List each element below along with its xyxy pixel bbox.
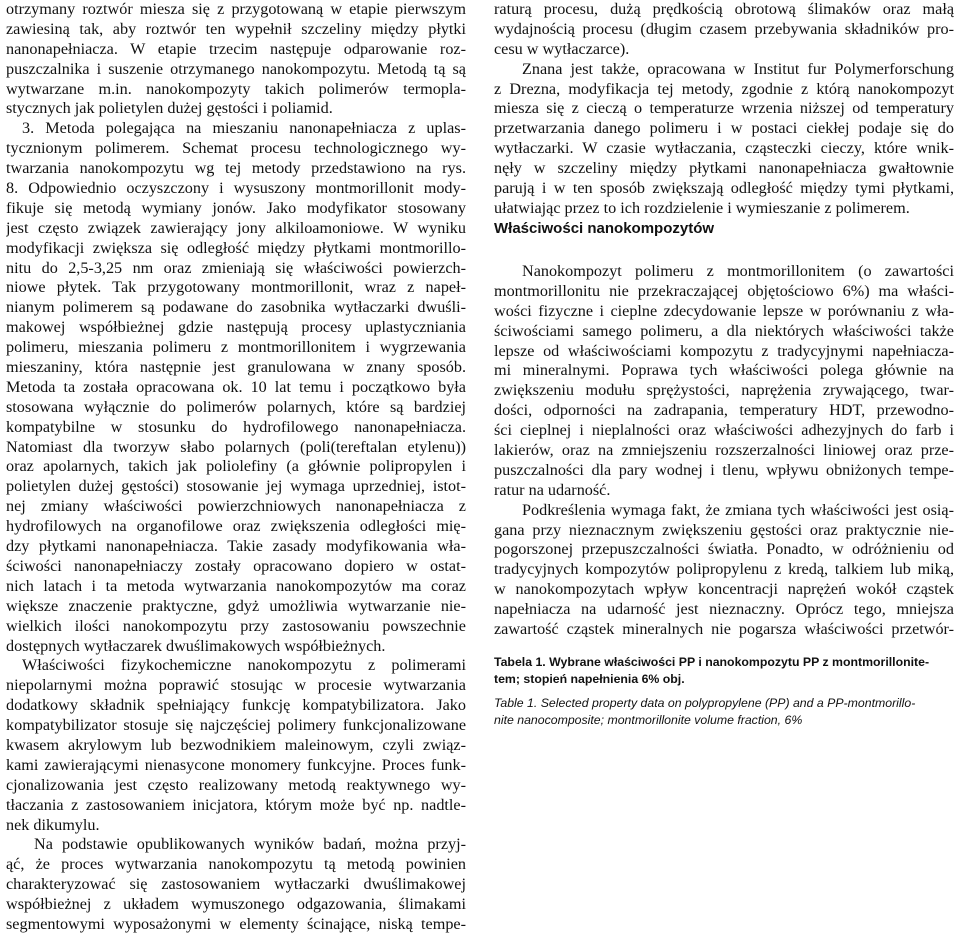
text-line: dzy płytkami nanonapełniacza. Takie zasady modyfikowania wła-: [6, 537, 466, 556]
text-line: wytłaczarki. W czasie wytłaczania, cząsteczki cieczy, które wnik-: [494, 139, 954, 158]
text-line: twarzania nanokompozytu wg tej metody przedstawiono na rys.: [6, 159, 466, 178]
right-column-top: [494, 0, 954, 219]
text-line: zawiesiną tak, aby roztwór ten wypełnił szczeliny między płytki: [6, 19, 466, 38]
text-line: nanonapełniacza. W etapie trzecim następuje odparowanie roz-: [6, 39, 466, 58]
text-line: kami zawierającymi nienasycone monomery funkcyjne. Proces funk-: [6, 755, 466, 774]
text-line: nek dikumylu.: [6, 815, 100, 834]
text-line: tycznionym polimerem. Schemat procesu technologicznego wy-: [6, 139, 466, 158]
text-line: raturą procesu, dużą prędkością obrotową ślimaków oraz małą: [494, 0, 954, 18]
text-line: gana przy nieznacznym zwiększeniu gęstości oraz praktycznie nie-: [494, 520, 954, 539]
text-line: polietylen dużej gęstości) stosowanie jej wymaga uprzedniej, istot-: [6, 477, 466, 496]
text-line: nich latach i ta metoda wytwarzania nanokompozytów ma coraz: [6, 576, 466, 595]
text-line: kompatybilne w stosunku do hydrofilowego nanonapełniacza.: [6, 417, 466, 436]
text-line: Właściwości fizykochemiczne nanokompozytu z polimerami: [22, 656, 466, 675]
text-line: mieszaniny, która następnie jest granulowana w znany sposób.: [6, 358, 466, 377]
text-line: 3. Metoda polegająca na mieszaniu nanonapełniacza z uplas-: [22, 119, 466, 138]
text-line: wytwarzane m.in. nanokompozyty takich polimerów termopla-: [6, 79, 466, 98]
text-line: pogorszonej przepuszczalności światła. Ponadto, w odróżnieniu od: [494, 540, 954, 559]
text-line: nianym polimerem są podawane do zasobnika wytłaczarki dwuśli-: [6, 298, 466, 317]
text-line: wości fizyczne i cieplne zdecydowanie lepsze w porównaniu z wła-: [494, 301, 954, 320]
text-line: otrzymany roztwór miesza się z przygotowaną w etapie pierwszym: [6, 0, 466, 18]
text-line: niepolarnymi można poprawić stosując w procesie wytwarzania: [6, 676, 466, 695]
text-line: zawartość cząstek mineralnych nie pogarsza właściwości przetwór-: [494, 620, 954, 639]
text-line: oraz apolarnych, takich jak poliolefiny (a głównie polipropylen i: [6, 457, 466, 476]
text-line: makowej współbieżnej gdzie następują procesy uplastyczniania: [6, 318, 466, 337]
text-line: nej zmiany właściwości powierzchniowych nanonapełniacza z: [6, 497, 466, 516]
text-line: ąć, że proces wytwarzania nanokompozytu tą metodą powinien: [6, 855, 466, 874]
text-line: parują i w ten sposób zwiększają odległość między tymi płytkami,: [494, 179, 954, 198]
text-line: cesu w wytłaczarce).: [494, 39, 630, 58]
section-heading: Właściwości nanokompozytów: [494, 220, 715, 237]
caption-line: tem; stopień napełnienia 6% obj.: [494, 672, 685, 686]
text-line: 8. Odpowiednio oczyszczony i wysuszony montmorillonit mody-: [6, 179, 466, 198]
text-line: lakierów, oraz na zmniejszeniu rozszerzalności liniowej oraz prze-: [494, 441, 954, 460]
text-line: montmorillonitu nie przekraczającej objętościowo 6%) ma właści-: [494, 281, 954, 300]
text-line: Natomiast dla tworzyw słabo polarnych (poli(tereftalan etylenu)): [6, 437, 466, 456]
table-caption-polish: [494, 654, 960, 688]
caption-line: nite nanocomposite; montmorillonite volume fraction, 6%: [494, 713, 803, 727]
text-line: Na podstawie opublikowanych wyników badań, można przyj-: [34, 835, 466, 854]
left-column: [6, 0, 466, 935]
text-line: miesza się z cieczą o temperaturze wrzenia niższej od temperatury: [494, 99, 954, 118]
text-line: dości, odporności na zadrapania, temperatury HDT, przewodno-: [494, 401, 954, 420]
text-line: jest często związek zawierający jony alkiloamoniowe. W wyniku: [6, 218, 466, 237]
text-line: Metoda ta została opracowana ok. 10 lat temu i początkowo była: [6, 377, 466, 396]
text-line: współbieżnej z układem wymuszonego odgazowania, ślimakami: [6, 895, 466, 914]
text-line: ratur na udarność.: [494, 480, 611, 499]
text-line: kompatybilizator stosuje się najczęściej polimery funkcjonalizowane: [6, 716, 466, 735]
text-line: modyfikacji zwiększa się odległość między płytkami montmorillo-: [6, 238, 466, 257]
text-line: dostępnych wytłaczarek dwuślimakowych współbieżnych.: [6, 636, 386, 655]
text-line: w nanokompozytach wpływ koncentracji naprężeń wokół cząstek: [494, 580, 954, 599]
caption-line: Tabela 1. Wybrane właściwości PP i nanokompozytu PP z montmorillonite-: [494, 655, 930, 669]
text-line: Znana jest także, opracowana w Institut fur Polymerforschung: [522, 59, 954, 78]
right-column-body: [494, 262, 954, 640]
text-line: tradycyjnych kompozytów polipropylenu z kredą, talkiem lub miką,: [494, 560, 954, 579]
text-line: napełniacza na udarność jest nieznaczny. Oprócz tego, mniejsza: [494, 600, 954, 619]
text-line: zwiększeniu modułu sprężystości, naprężenia zrywającego, twar-: [494, 381, 954, 400]
table-caption-english: [494, 695, 960, 729]
text-line: Podkreślenia wymaga fakt, że zmiana tych właściwości jest osią-: [522, 500, 954, 519]
text-line: cjonalizowania jest często realizowany metodą reaktywnego wy-: [6, 775, 466, 794]
text-line: Nanokompozyt polimeru z montmorillonitem (o zawartości: [522, 262, 954, 280]
text-line: wielkich ilości nanokompozytu przy zastosowaniu powszechnie: [6, 616, 466, 635]
text-line: przetwarzania danego polimeru i w postaci ciekłej podaje się do: [494, 119, 954, 138]
text-line: z Drezna, modyfikacja tej metody, zgodnie z którą nanokompozyt: [494, 79, 954, 98]
text-line: wydajnością procesu (długim czasem przebywania składników pro-: [494, 19, 954, 38]
text-line: ści cieplnej i nieplalności oraz właściwości adhezyjnych do farb i: [494, 421, 954, 440]
text-line: charakteryzować się zastosowaniem wytłaczarki dwuślimakowej: [6, 875, 466, 894]
text-line: niowe płytek. Tak przygotowany montmorillonit, wraz z napeł-: [6, 278, 466, 297]
text-line: tłaczania z zastosowaniem inicjatora, którym może być np. nadtle-: [6, 795, 466, 814]
text-line: dodatkowy składnik spełniający funkcję kompatybilizatora. Jako: [6, 696, 466, 715]
text-line: mi mineralnymi. Poprawa tych właściwości polega głównie na: [494, 361, 954, 380]
text-line: nęły w szczeliny między płytkami nanonapełniacza gwałtownie: [494, 159, 954, 178]
text-line: ściwościami samego polimeru, a dla niektórych właściwości także: [494, 321, 954, 340]
text-line: puszczalnika i suszenie otrzymanego nanokompozytu. Metodą tą są: [6, 59, 466, 78]
caption-line: Table 1. Selected property data on polypropylene (PP) and a PP-montmorillo-: [494, 696, 916, 710]
text-line: nitu do 2,5-3,25 nm oraz zmieniają się właściwości powierzch-: [6, 258, 466, 277]
text-line: większe znaczenie praktyczne, gdyż umożliwia wytwarzanie nie-: [6, 596, 466, 615]
text-line: hydrofilowych na organofilowe oraz zwiększenia odległości mię-: [6, 517, 466, 536]
text-line: ściwości nanonapełniaczy zostały opracowano dopiero w ostat-: [6, 556, 466, 575]
text-line: puszczalności dla pary wodnej i tlenu, wpływu obniżonych tempe-: [494, 460, 954, 479]
text-line: lepsze od właściwościami kompozytu z tradycyjnymi napełniacza-: [494, 341, 954, 360]
text-line: kwasem akrylowym lub bezwodnikiem maleinowym, czyli związ-: [6, 735, 466, 754]
text-line: segmentowymi wyposażonymi w elementy ścinające, niską tempe-: [6, 914, 466, 933]
text-line: fikuje się metodą wymiany jonów. Jako modyfikator stosowany: [6, 198, 466, 217]
text-line: ułatwiając przez to ich rozdzielenie i wymieszanie z polimerem.: [494, 198, 910, 217]
text-line: polimeru, mieszania polimeru z montmorillonitem i wygrzewania: [6, 338, 466, 357]
text-line: stosowana wyłącznie do polimerów polarnych, które są bardziej: [6, 397, 466, 416]
text-line: stycznych jak polietylen dużej gęstości i poliamid.: [6, 99, 333, 118]
